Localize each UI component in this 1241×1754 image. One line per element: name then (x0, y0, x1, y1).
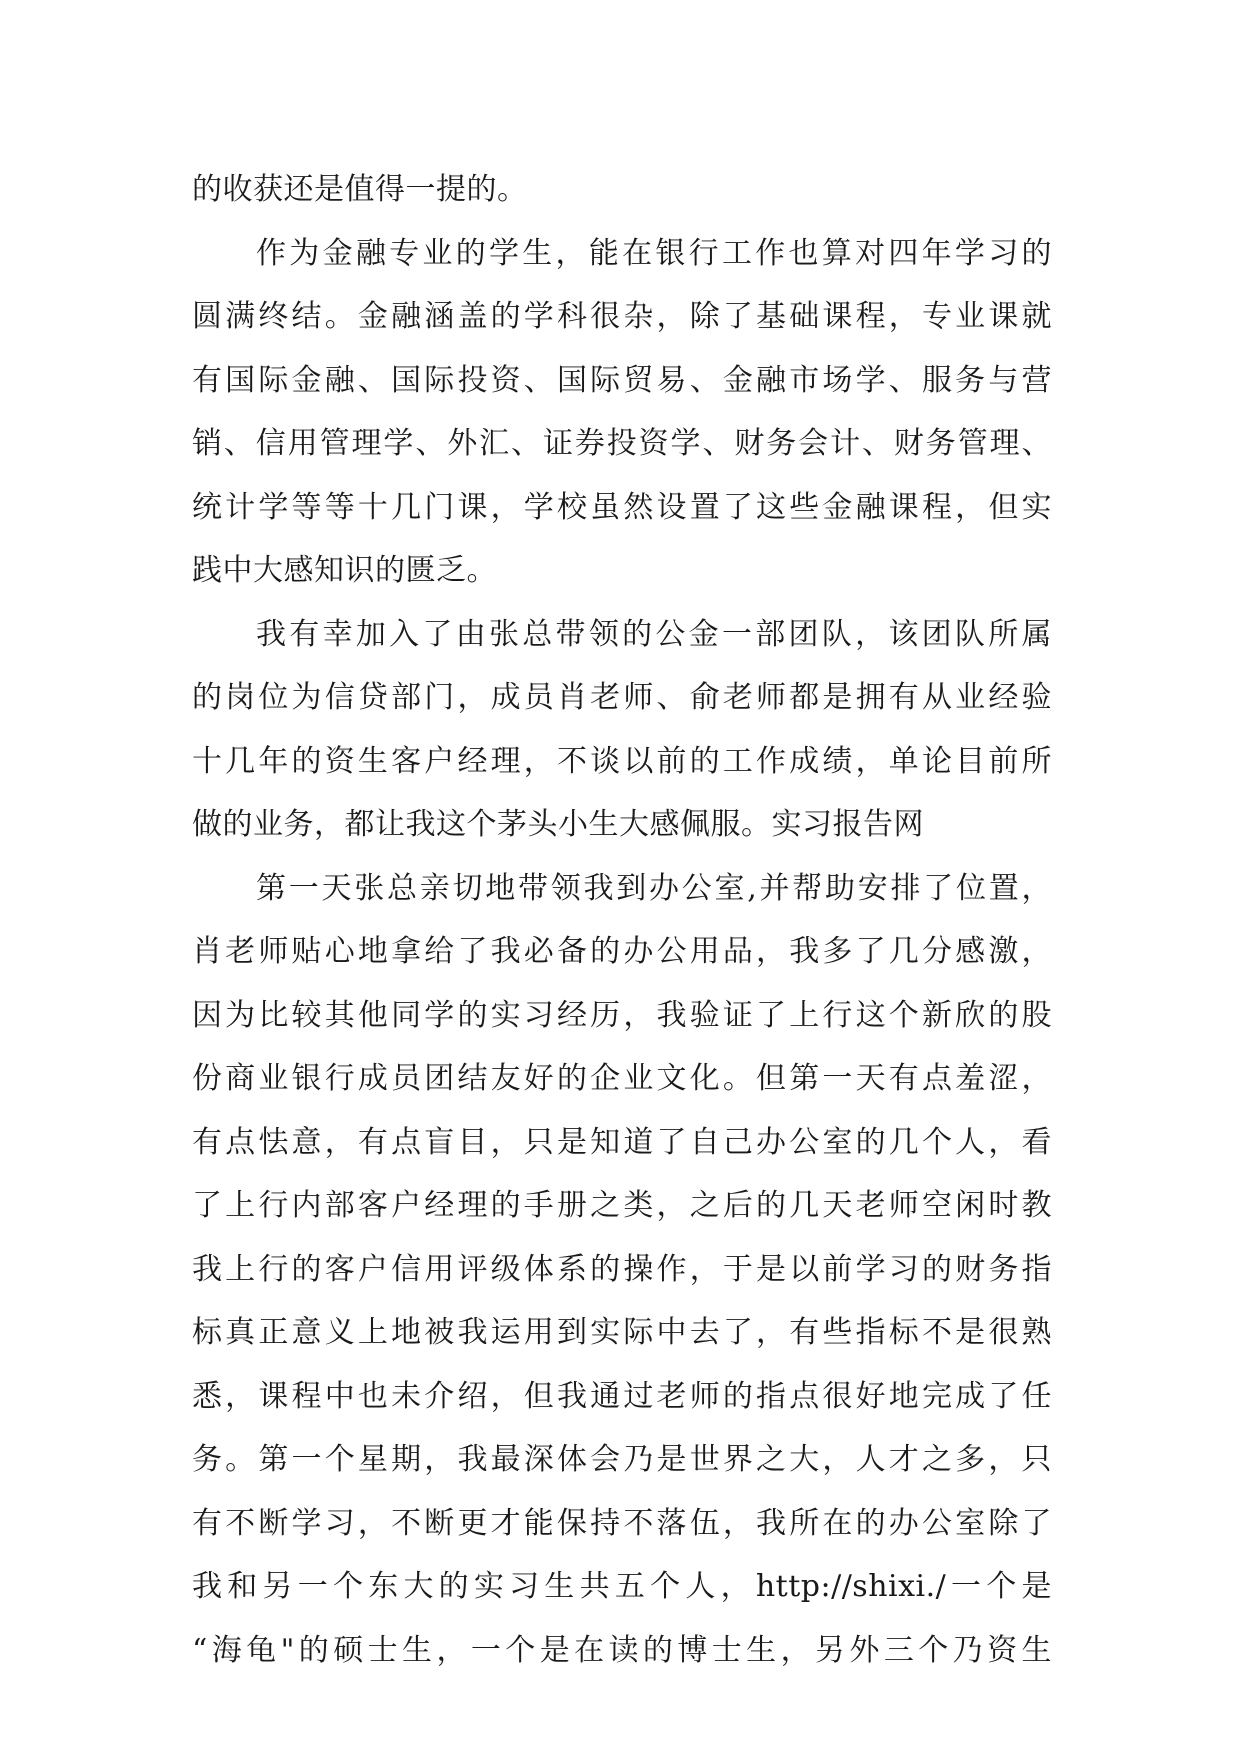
text-line: 销、信用管理学、外汇、证券投资学、财务会计、财务管理、 (192, 426, 1052, 461)
text-line: “海龟"的硕士生，一个是在读的博士生，另外三个乃资生 (192, 1632, 1052, 1668)
text-line: 的岗位为信贷部门，成员肖老师、俞老师都是拥有从业经验 (192, 680, 1052, 715)
text-line: 我有幸加入了由张总带领的公金一部团队，该团队所属 (256, 616, 1052, 652)
text-line: 圆满终结。金融涵盖的学科很杂，除了基础课程，专业课就 (192, 299, 1052, 334)
text-line: 第一天张总亲切地带领我到办公室,并帮助安排了位置， (256, 870, 1052, 906)
text-line: 务。第一个星期，我最深体会乃是世界之大，人才之多，只 (192, 1442, 1052, 1477)
text-line: 践中大感知识的匮乏。 (192, 553, 497, 588)
text-line: 份商业银行成员团结友好的企业文化。但第一天有点羞涩， (192, 1061, 1052, 1096)
text-line: 统计学等等十几门课，学校虽然设置了这些金融课程，但实 (192, 489, 1052, 525)
text-line: 做的业务，都让我这个茅头小生大感佩服。实习报告网 (192, 807, 924, 842)
text-line: 了上行内部客户经理的手册之类，之后的几天老师空闲时教 (192, 1188, 1052, 1223)
text-line: 肖老师贴心地拿给了我必备的办公用品，我多了几分感激， (192, 934, 1052, 969)
text-line: 标真正意义上地被我运用到实际中去了，有些指标不是很熟 (192, 1315, 1052, 1350)
text-line: 有不断学习，不断更才能保持不落伍，我所在的办公室除了 (192, 1505, 1052, 1541)
text-line: 作为金融专业的学生，能在银行工作也算对四年学习的 (256, 235, 1052, 271)
text-line: 有国际金融、国际投资、国际贸易、金融市场学、服务与营 (192, 362, 1052, 398)
text-line: 我和另一个东大的实习生共五个人，http://shixi./一个是 (192, 1569, 1052, 1604)
text-line: 有点怯意，有点盲目，只是知道了自己办公室的几个人，看 (192, 1124, 1052, 1160)
text-line: 十几年的资生客户经理，不谈以前的工作成绩，单论目前所 (192, 743, 1052, 779)
text-line: 因为比较其他同学的实习经历，我验证了上行这个新欣的股 (192, 997, 1052, 1033)
text-line: 的收获还是值得一提的。 (192, 172, 528, 207)
body-text (192, 158, 1052, 1682)
text-line: 我上行的客户信用评级体系的操作，于是以前学习的财务指 (192, 1251, 1052, 1287)
text-line: 悉，课程中也未介绍，但我通过老师的指点很好地完成了任 (192, 1378, 1052, 1414)
